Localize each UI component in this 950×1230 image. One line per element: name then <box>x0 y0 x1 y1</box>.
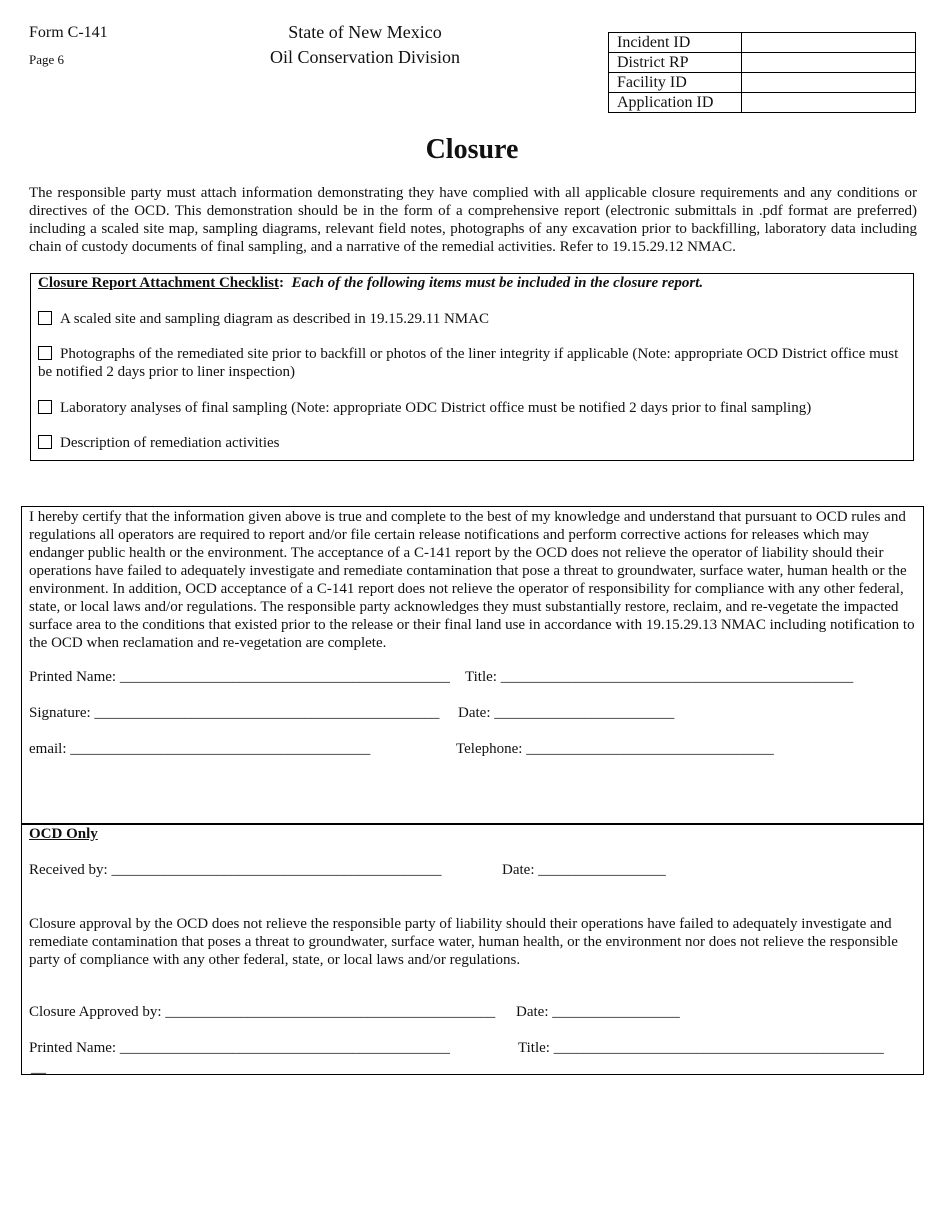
ocd-printed-name-field[interactable] <box>29 1039 450 1057</box>
ocd-title-label: Title: <box>518 1040 550 1056</box>
checklist-item-label: Photographs of the remediated site prior to backfill or photos of the liner integrity if applicable (Note: appropriate OCD District office must be notified 2 days prior to liner inspection) <box>38 346 899 380</box>
received-date-line[interactable]: _________________ <box>538 862 666 878</box>
ocd-title-line[interactable]: ____________________________________________ <box>553 1040 884 1056</box>
id-table <box>608 32 916 113</box>
id-label: Facility ID <box>609 73 742 93</box>
date-label: Date: <box>458 705 491 721</box>
signature-field[interactable] <box>29 704 439 722</box>
checkbox[interactable] <box>38 435 52 449</box>
checkbox[interactable] <box>38 400 52 414</box>
received-date-label: Date: <box>502 862 535 878</box>
checklist-subtitle: Each of the following items must be included in the closure report. <box>291 275 704 291</box>
intro-paragraph: The responsible party must attach information demonstrating they have complied with all applicable closure requirements and any conditions or directives of the OCD. This demonstration should be in the form of a comprehensive report (electronic submittals in .pdf format are preferred) including a scaled site map, sampling diagrams, relevant field notes, photographs of any excavation prior to backfilling, laboratory data including chain of custody documents of final sampling, and a narrative of the remedial activities. Refer to 19.15.29.12 NMAC. <box>29 185 917 255</box>
approved-by-field[interactable] <box>29 1003 495 1021</box>
email-field[interactable] <box>29 740 370 758</box>
ocd-title-field[interactable] <box>518 1039 884 1057</box>
id-row-incident <box>609 33 916 53</box>
checkbox[interactable] <box>38 311 52 325</box>
approved-by-line[interactable]: ____________________________________________ <box>165 1004 496 1020</box>
approval-date-field[interactable] <box>516 1003 680 1021</box>
form-number: Form C-141 <box>29 24 108 41</box>
received-by-line[interactable]: ____________________________________________ <box>111 862 442 878</box>
checklist-item-label: Laboratory analyses of final sampling (Note: appropriate ODC District office must be notified 2 days prior to final sampling) <box>60 400 812 416</box>
page-number: Page 6 <box>29 52 65 67</box>
state-name: State of New Mexico <box>288 22 442 42</box>
id-row-facility <box>609 73 916 93</box>
checklist-item-label: A scaled site and sampling diagram as described in 19.15.29.11 NMAC <box>60 311 489 327</box>
trailing-underline: __ <box>31 1060 46 1076</box>
id-label: Incident ID <box>609 33 742 53</box>
approved-by-label: Closure Approved by: <box>29 1004 162 1020</box>
ocd-only-heading: OCD Only <box>29 826 98 842</box>
closure-approval-note: Closure approval by the OCD does not relieve the responsible party of liability should their operations have failed to adequately investigate and remediate contamination that poses a threat to groundwater, surface water, human health, or the environment nor does not relieve the responsible party of compliance with any other federal, state, or local laws and/or regulations. <box>29 916 898 968</box>
date-field[interactable] <box>458 704 674 722</box>
telephone-line[interactable]: _________________________________ <box>526 741 774 757</box>
checklist-item <box>38 434 280 452</box>
approval-date-label: Date: <box>516 1004 549 1020</box>
district-rp-field[interactable] <box>742 53 916 73</box>
checklist-item <box>38 310 489 328</box>
email-label: email: <box>29 741 67 757</box>
checklist-item <box>38 345 910 381</box>
date-line[interactable]: ________________________ <box>494 705 675 721</box>
email-line[interactable]: ________________________________________ <box>70 741 371 757</box>
page-title: Closure <box>425 134 519 165</box>
facility-id-field[interactable] <box>742 73 916 93</box>
division-name: Oil Conservation Division <box>270 47 460 67</box>
title-line[interactable]: _______________________________________________ <box>500 669 854 685</box>
received-date-field[interactable] <box>502 861 666 879</box>
id-row-district <box>609 53 916 73</box>
printed-name-line[interactable]: ____________________________________________ <box>119 669 450 685</box>
checkbox[interactable] <box>38 346 52 360</box>
telephone-field[interactable] <box>456 740 774 758</box>
title-label: Title: <box>465 669 497 685</box>
checklist-title: Closure Report Attachment Checklist <box>38 275 279 291</box>
received-by-label: Received by: <box>29 862 108 878</box>
checklist-heading: Closure Report Attachment Checklist: Each of the following items must be included in the closure report. <box>38 275 704 291</box>
ocd-printed-name-line[interactable]: ____________________________________________ <box>119 1040 450 1056</box>
id-row-application <box>609 93 916 113</box>
incident-id-field[interactable] <box>742 33 916 53</box>
checklist-item <box>38 399 811 417</box>
id-label: Application ID <box>609 93 742 113</box>
ocd-printed-name-label: Printed Name: <box>29 1040 117 1056</box>
printed-name-label: Printed Name: <box>29 669 117 685</box>
signature-label: Signature: <box>29 705 91 721</box>
printed-name-field[interactable] <box>29 668 450 686</box>
signature-line[interactable]: ______________________________________________ <box>94 705 440 721</box>
received-by-field[interactable] <box>29 861 441 879</box>
telephone-label: Telephone: <box>456 741 523 757</box>
title-field[interactable] <box>465 668 853 686</box>
certification-text: I hereby certify that the information given above is true and complete to the best of my knowledge and understand that pursuant to OCD rules and regulations all operators are required to report and/or file certain release notifications and perform corrective actions for releases which may endanger public health or the environment. The acceptance of a C-141 report by the OCD does not relieve the operator of liability should their operations have failed to adequately investigate and remediate contamination that pose a threat to groundwater, surface water, human health or the environment. In addition, OCD acceptance of a C-141 report does not relieve the operator of responsibility for compliance with any other federal, state, or local laws and/or regulations. The responsible party acknowledges they must substantially restore, reclaim, and re-vegetate the impacted surface area to the conditions that existed prior to the release or their final land use in accordance with 19.15.29.13 NMAC including notification to the OCD when reclamation and re-vegetation are complete. <box>29 509 915 651</box>
id-label: District RP <box>609 53 742 73</box>
checklist-item-label: Description of remediation activities <box>60 435 280 451</box>
application-id-field[interactable] <box>742 93 916 113</box>
approval-date-line[interactable]: _________________ <box>552 1004 680 1020</box>
